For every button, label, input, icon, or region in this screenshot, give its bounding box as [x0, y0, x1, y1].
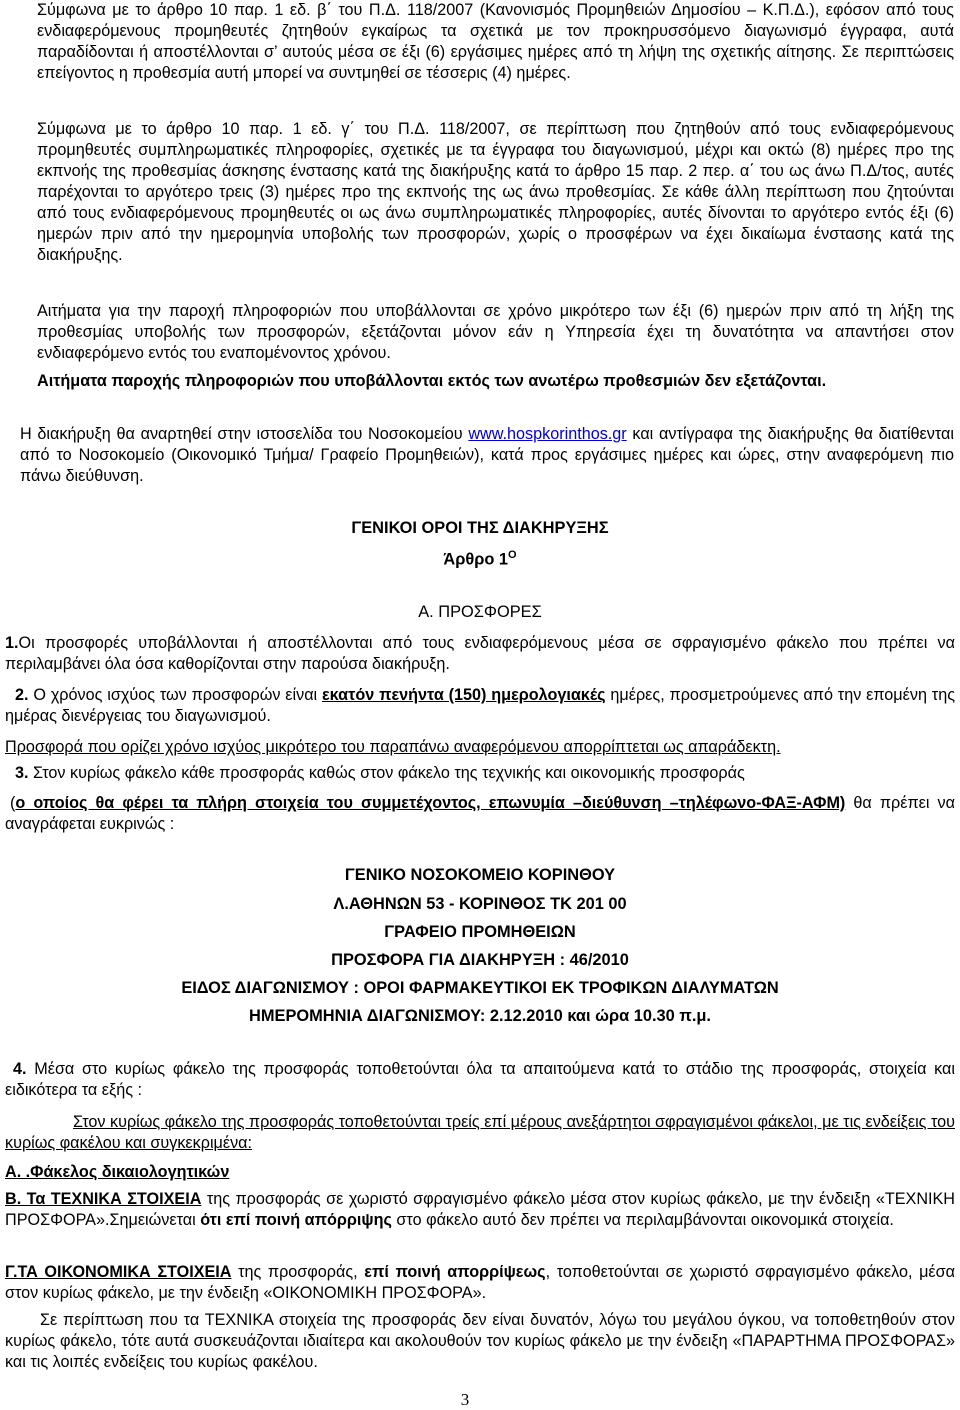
envelope-c-text: της προσφοράς,	[231, 1263, 365, 1281]
item-4-annex-note: Σε περίπτωση που τα ΤΕΧΝΙΚΑ στοιχεία της προσφοράς δεν είναι δυνατόν, λόγω του μεγάλου όγκου, να τοποθετηθούν στον κυρίως φάκελο, τότε αυτά συσκευάζονται ιδιαίτερα και ακολουθούν τον κυρίως φάκελο με την ένδειξη «ΠΑΡΑΡΤΗΜΑ ΠΡΟΣΦΟΡΑΣ» και τις λοιπές ενδείξεις του κυρίως φακέλου.	[5, 1311, 955, 1371]
item-1-text: Οι προσφορές υποβάλλονται ή αποστέλλονται από τους ενδιαφερόμενους μέσα σε σφραγισμένο φάκελο που πρέπει να περιλαμβάνει όλα όσα καθορίζονται στην παρούσα διακήρυξη.	[5, 634, 955, 673]
envelope-b-technical	[5, 1189, 955, 1231]
envelope-a-documents: Α. .Φάκελος δικαιολογητικών	[5, 1163, 230, 1181]
intro-paragraph-5	[20, 424, 954, 487]
intro-paragraph-4: Αιτήματα παροχής πληροφοριών που υποβάλλονται εκτός των ανωτέρω προθεσμιών δεν εξετάζονται.	[37, 372, 827, 390]
item-1	[5, 633, 955, 675]
item-3-number: 3.	[15, 764, 29, 782]
item-3-details	[5, 793, 955, 835]
item-2	[5, 685, 955, 727]
item-3	[5, 763, 955, 784]
item-4-subenvelopes: Στον κυρίως φάκελο της προσφοράς τοποθετούνται τρείς επί μέρους ανεξάρτητοι σφραγισμένοι φάκελοι, με τις ενδείξεις του κυρίως φακέλου και συγκεκριμένα:	[5, 1113, 955, 1152]
general-terms-title: ΓΕΝΙΚΟΙ ΟΡΟΙ ΤΗΣ ΔΙΑΚΗΡΥΞΗΣ	[351, 519, 609, 537]
envelope-c-financial	[5, 1262, 955, 1304]
intro-paragraph-2: Σύμφωνα με το άρθρο 10 παρ. 1 εδ. γ΄ του Π.Δ. 118/2007, σε περίπτωση που ζητηθούν από τους ενδιαφερόμενους προμηθευτές συμπληρωματικές πληροφορίες, σχετικές με τα έγγραφα του διαγωνισμού, μέχρι και οκτώ (8) ημέρες προ της εκπνοής της προθεσμίας άσκησης ένστασης κατά της διακήρυξης κατά το άρθρο 15 παρ. 2 περ. α΄ του ως άνω Π.Δ/τος, αυτές παρέχονται το αργότερο τρεις (3) ημέρες προ της εκπνοής της ως άνω προθεσμίας. Σε κάθε άλλη περίπτωση που ζητούνται από τους ενδιαφερόμενους προμηθευτές οι ως άνω συμπληρωματικές πληροφορίες, αυτές δίνονται το αργότερο εντός έξι (6) ημερών πριν από την ημερομηνία υποβολής των προσφορών, χωρίς ο προσφέρων να έχει δικαίωμα ένστασης κατά της διακήρυξης.	[37, 120, 954, 264]
item-2-text-b: ημέρες, προσμετρούμενες από την επομένη της ημέρας διενέργειας του διαγωνισμού.	[5, 686, 955, 725]
envelope-tender-date: ΗΜΕΡΟΜΗΝΙΑ ΔΙΑΓΩΝΙΣΜΟΥ: 2.12.2010 και ώρα 10.30 π.μ.	[249, 1007, 711, 1025]
item-3-participant-details: ο οποίος θα φέρει τα πλήρη στοιχεία του συμμετέχοντος, επωνυμία –διεύθυνση –τηλέφωνο-ΦΑΞ-ΑΦΜ)	[15, 794, 846, 812]
envelope-b-penalty: ότι επί ποινή απόρριψης	[200, 1211, 392, 1229]
envelope-office: ΓΡΑΦΕΙΟ ΠΡΟΜΗΘΕΙΩΝ	[384, 923, 576, 941]
envelope-c-tail: , τοποθετούνται σε χωριστό σφραγισμένο φάκελο, μέσα στον κυρίως φάκελο, με την ένδειξη «ΟΙΚΟΝΟΜΙΚΗ ΠΡΟΣΦΟΡΑ».	[5, 1263, 955, 1302]
intro-p5-text-b: και αντίγραφα της διακήρυξης θα διατίθενται από το Νοσοκομείο (Οικονομικό Τμήμα/ Γραφείο Προμηθειών), κατά προς εργάσιμες ημέρες και ώρες, στην αναφερόμενη πιο πάνω διεύθυνση.	[20, 425, 954, 485]
article-heading	[0, 549, 960, 569]
item-2-text-a: Ο χρόνος ισχύος των προσφορών είναι	[28, 686, 322, 704]
envelope-b-label: Β. Τα ΤΕΧΝΙΚΑ ΣΤΟΙΧΕΙΑ	[5, 1190, 202, 1208]
item-4-text: Μέσα στο κυρίως φάκελο της προσφοράς τοποθετούνται όλα τα απαιτούμενα κατά το στάδιο της προσφοράς, στοιχεία και ειδικότερα τα εξής :	[5, 1060, 955, 1099]
hospital-website-link[interactable]: www.hospkorinthos.gr	[468, 425, 627, 443]
envelope-hospital-name: ΓΕΝΙΚΟ ΝΟΣΟΚΟΜΕΙΟ ΚΟΡΙΝΘΟΥ	[344, 866, 616, 884]
envelope-tender-type: ΕΙΔΟΣ ΔΙΑΓΩΝΙΣΜΟΥ : ΟΡΟΙ ΦΑΡΜΑΚΕΥΤΙΚΟΙ ΕΚ ΤΡΟΦΙΚΩΝ ΔΙΑΛΥΜΑΤΩΝ	[181, 979, 779, 997]
item-4-number: 4.	[13, 1060, 27, 1078]
item-4	[5, 1059, 955, 1101]
item-2-number: 2.	[15, 686, 29, 704]
item-2-note: Προσφορά που ορίζει χρόνο ισχύος μικρότερο του παραπάνω αναφερόμενου απορρίπτεται ως απαράδεκτη.	[5, 738, 781, 756]
envelope-b-text: της προσφοράς σε χωριστό σφραγισμένο φάκελο μέσα στον κυρίως φάκελο, με την ένδειξη «ΤΕΧΝΙΚΗ ΠΡΟΣΦΟΡΑ».Σημειώνεται	[5, 1190, 956, 1229]
envelope-tender-number: ΠΡΟΣΦΟΡΑ ΓΙΑ ΔΙΑΚΗΡΥΞΗ : 46/2010	[331, 951, 629, 969]
section-heading-offers: Α. ΠΡΟΣΦΟΡΕΣ	[418, 603, 542, 621]
item-1-number: 1.	[5, 634, 19, 652]
article-superscript: Ο	[508, 549, 517, 561]
item-3-paren: (	[10, 794, 16, 812]
envelope-c-label: Γ.ΤΑ ΟΙΚΟΝΟΜΙΚΑ ΣΤΟΙΧΕΙΑ	[5, 1263, 232, 1281]
item-3-tail: θα πρέπει να αναγράφεται ευκρινώς :	[5, 794, 955, 833]
envelope-address: Λ.ΑΘΗΝΩΝ 53 - ΚΟΡΙΝΘΟΣ ΤΚ 201 00	[333, 895, 627, 913]
envelope-c-penalty: επί ποινή απορρίψεως	[364, 1263, 546, 1281]
item-2-validity-period: εκατόν πενήντα (150) ημερολογιακές	[322, 686, 606, 704]
intro-paragraph-1: Σύμφωνα με το άρθρο 10 παρ. 1 εδ. β΄ του Π.Δ. 118/2007 (Κανονισμός Προμηθειών Δημοσίου – Κ.Π.Δ.), εφόσον από τους ενδιαφερόμενους προμηθευτές ζητηθούν εγκαίρως τα σχετικά με τον προκηρυσσόμενο διαγωνισμό έγγραφα, αυτά παραδίδονται ή αποστέλλονται σ’ αυτούς μέσα σε έξι (6) εργάσιμες ημέρες από τη λήψη της σχετικής αίτησης. Σε περιπτώσεις επείγοντος η προθεσμία αυτή μπορεί να συντμηθεί σε τέσσερις (4) ημέρες.	[37, 1, 954, 82]
item-3-text: Στον κυρίως φάκελο κάθε προσφοράς καθώς στον φάκελο της τεχνικής και οικονομικής προσφοράς	[28, 764, 745, 782]
intro-p5-text-a: Η διακήρυξη θα αναρτηθεί στην ιστοσελίδα του Νοσοκομείου	[20, 425, 469, 443]
intro-paragraph-3: Αιτήματα για την παροχή πληροφοριών που υποβάλλονται σε χρόνο μικρότερο των έξι (6) ημερών πριν από τη λήξη της προθεσμίας υποβολής των προσφορών, εξετάζονται μόνον εάν η Υπηρεσία έχει τη δυνατότητα να απαντήσει στον ενδιαφερόμενο εντός του εναπομένοντος χρόνου.	[37, 302, 954, 362]
page-number: 3	[460, 1390, 470, 1409]
article-label: Άρθρο 1	[443, 550, 509, 569]
envelope-b-tail: στο φάκελο αυτό δεν πρέπει να περιλαμβάνονται οικονομικά στοιχεία.	[391, 1211, 894, 1229]
